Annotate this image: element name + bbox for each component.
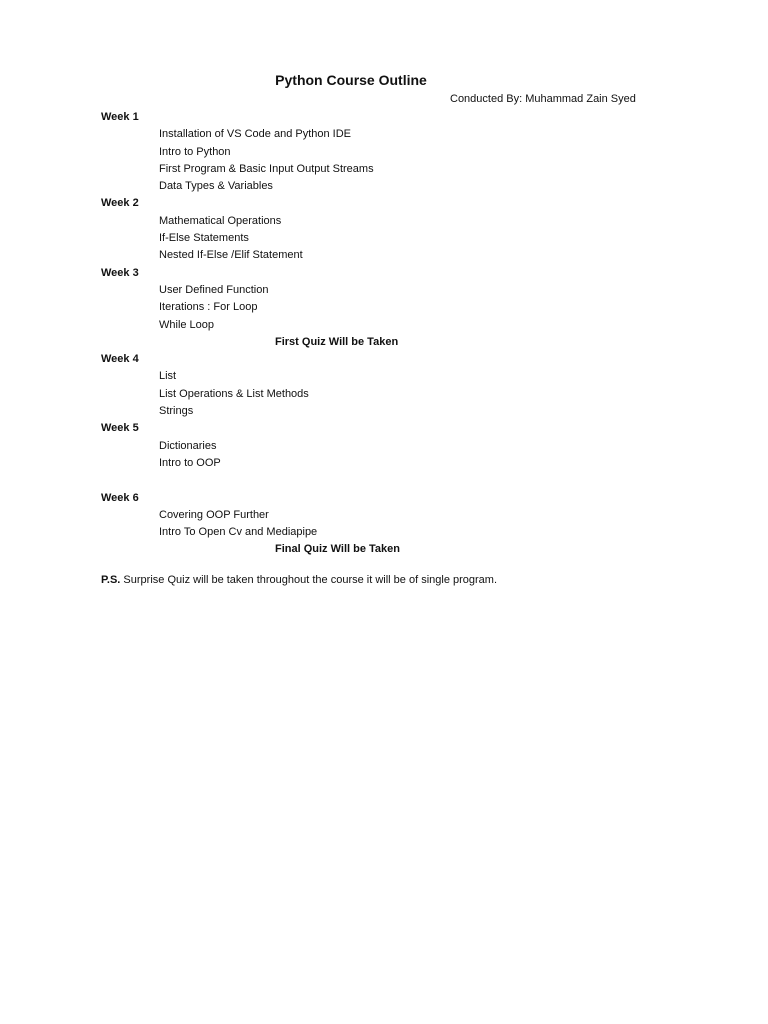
topic-list [101,368,701,420]
topic-item: Dictionaries [159,439,217,452]
postscript-note [101,574,497,586]
topic-item: Intro To Open Cv and Mediapipe [159,526,318,539]
topic-item: Nested If-Else /Elif Statement [159,249,303,262]
topic-item: If-Else Statements [159,232,249,245]
week-label: Week 6 [101,491,139,504]
week-section-3 [101,265,701,351]
postscript-label: P.S. [101,574,121,586]
week-section-4 [101,351,701,420]
course-outline [101,109,701,559]
week-label: Week 2 [101,197,139,210]
quiz-note: Final Quiz Will be Taken [275,543,400,556]
topic-item: List [159,370,177,383]
topic-item: While Loop [159,318,215,331]
topic-list [101,282,701,334]
week-section-1 [101,109,701,195]
week-section-5 [101,420,701,489]
topic-item: Data Types & Variables [159,180,273,193]
topic-list [101,126,701,195]
week-section-6 [101,490,701,559]
week-label: Week 3 [101,266,139,279]
topic-item: Covering OOP Further [159,508,269,521]
topic-item: Mathematical Operations [159,214,282,227]
blank-line [101,472,701,489]
week-label: Week 4 [101,353,139,366]
author-line: Conducted By: Muhammad Zain Syed [450,93,636,105]
topic-list [101,213,701,265]
topic-item: List Operations & List Methods [159,387,309,400]
topic-item: First Program & Basic Input Output Streams [159,162,374,175]
topic-item: Strings [159,405,194,418]
topic-item: Intro to Python [159,145,231,158]
week-section-2 [101,195,701,264]
topic-list [101,438,701,473]
topic-item: User Defined Function [159,283,269,296]
week-label: Week 1 [101,111,139,123]
topic-item: Installation of VS Code and Python IDE [159,128,352,141]
document-title: Python Course Outline [275,72,427,88]
week-label: Week 5 [101,422,139,435]
topic-list [101,507,701,542]
topic-item: Intro to OOP [159,456,221,469]
topic-item: Iterations : For Loop [159,301,258,314]
postscript-text: Surprise Quiz will be taken throughout the course it will be of single program. [120,574,498,586]
quiz-note: First Quiz Will be Taken [275,335,399,348]
